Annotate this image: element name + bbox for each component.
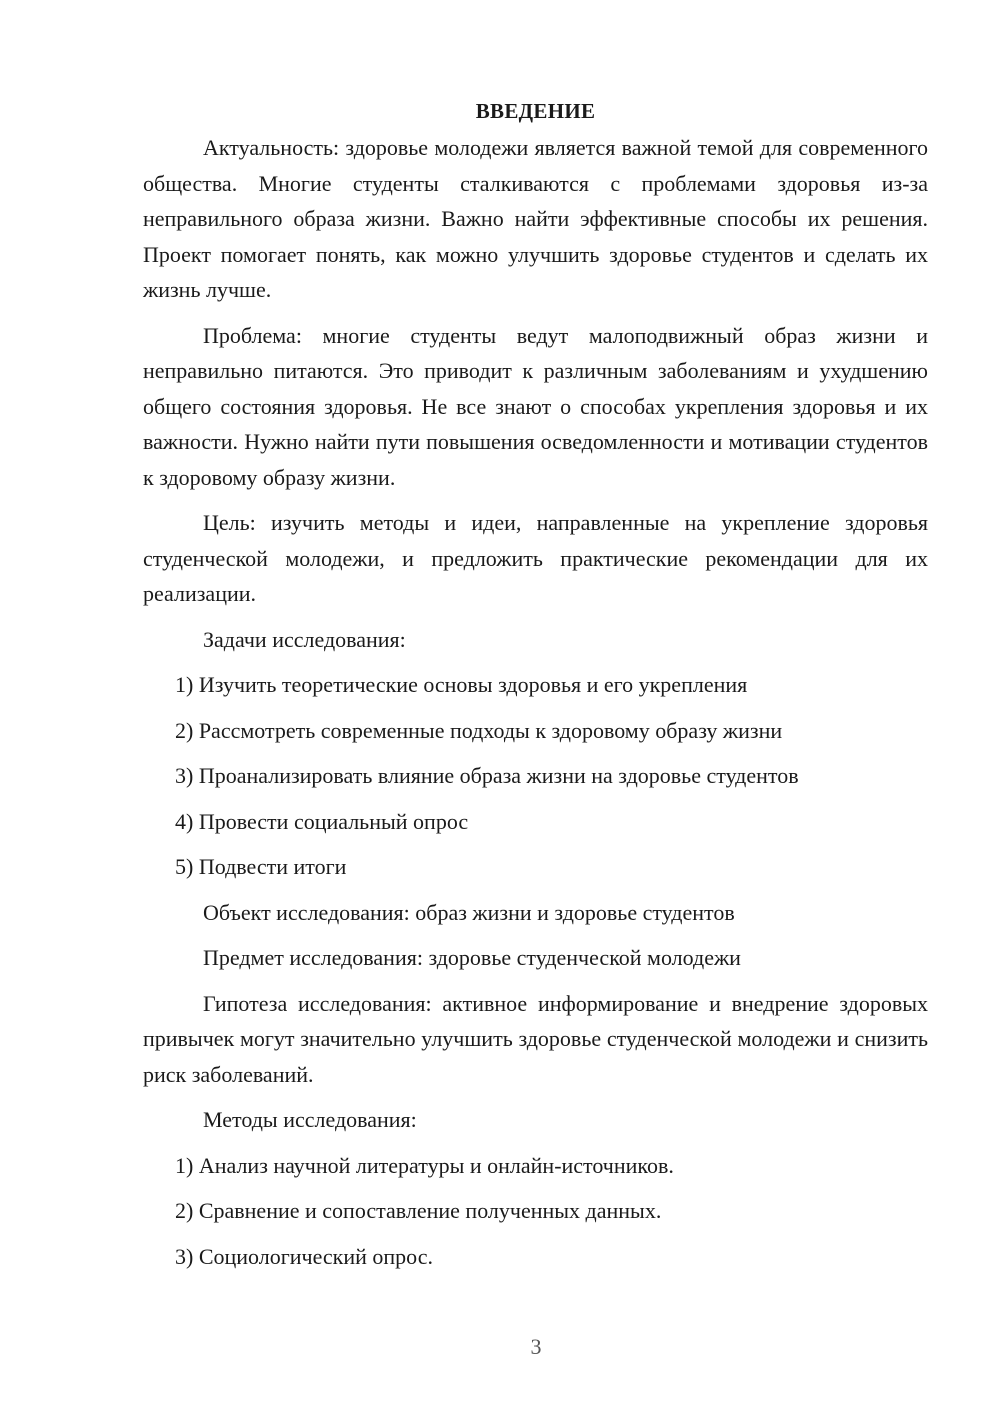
- list-item: 3) Проанализировать влияние образа жизни на здоровье студентов: [175, 763, 799, 788]
- list-item: 1) Изучить теоретические основы здоровья и его укрепления: [175, 672, 748, 697]
- list-item: 4) Провести социальный опрос: [175, 808, 469, 834]
- list-item: 2) Сравнение и сопоставление полученных данных.: [175, 1198, 662, 1223]
- hypothesis-paragraph: Гипотеза исследования: активное информирование и внедрение здоровых привычек могут значительно улучшить здоровье студенческой молодежи и снизить риск заболеваний.: [143, 990, 928, 1087]
- problem-paragraph: Проблема: многие студенты ведут малоподвижный образ жизни и неправильно питаются. Это приводит к различным заболеваниям и ухудшению общего состояния здоровья. Не все знают о способах укрепления здоровья и их важности. Нужно найти пути повышения осведомленности и мотивации студентов к здоровому образу жизни.: [143, 322, 928, 490]
- list-item: 1) Анализ научной литературы и онлайн-источников.: [175, 1152, 674, 1178]
- section-heading: ВВЕДЕНИЕ: [475, 99, 596, 123]
- page-number: 3: [530, 1334, 542, 1359]
- subject-paragraph: Предмет исследования: здоровье студенческой молодежи: [203, 945, 741, 970]
- object-paragraph: Объект исследования: образ жизни и здоровье студентов: [203, 899, 735, 925]
- list-item: 2) Рассмотреть современные подходы к здоровому образу жизни: [175, 717, 783, 743]
- methods-list: [143, 1148, 928, 1275]
- goal-paragraph: Цель: изучить методы и идеи, направленные на укрепление здоровья студенческой молодежи, и предложить практические рекомендации для их реализации.: [143, 510, 928, 606]
- tasks-title: Задачи исследования:: [203, 626, 406, 652]
- list-item: 5) Подвести итоги: [175, 854, 347, 879]
- methods-title: Методы исследования:: [203, 1107, 417, 1132]
- page-content: [143, 96, 928, 1284]
- list-item: 3) Социологический опрос.: [175, 1243, 433, 1269]
- tasks-list: [143, 667, 928, 885]
- relevance-paragraph: Актуальность: здоровье молодежи является важной темой для современного общества. Многие студенты сталкиваются с проблемами здоровья из-за неправильного образа жизни. Важно найти эффективные способы их решения. Проект помогает понять, как можно улучшить здоровье студентов и сделать их жизнь лучше.: [143, 135, 928, 302]
